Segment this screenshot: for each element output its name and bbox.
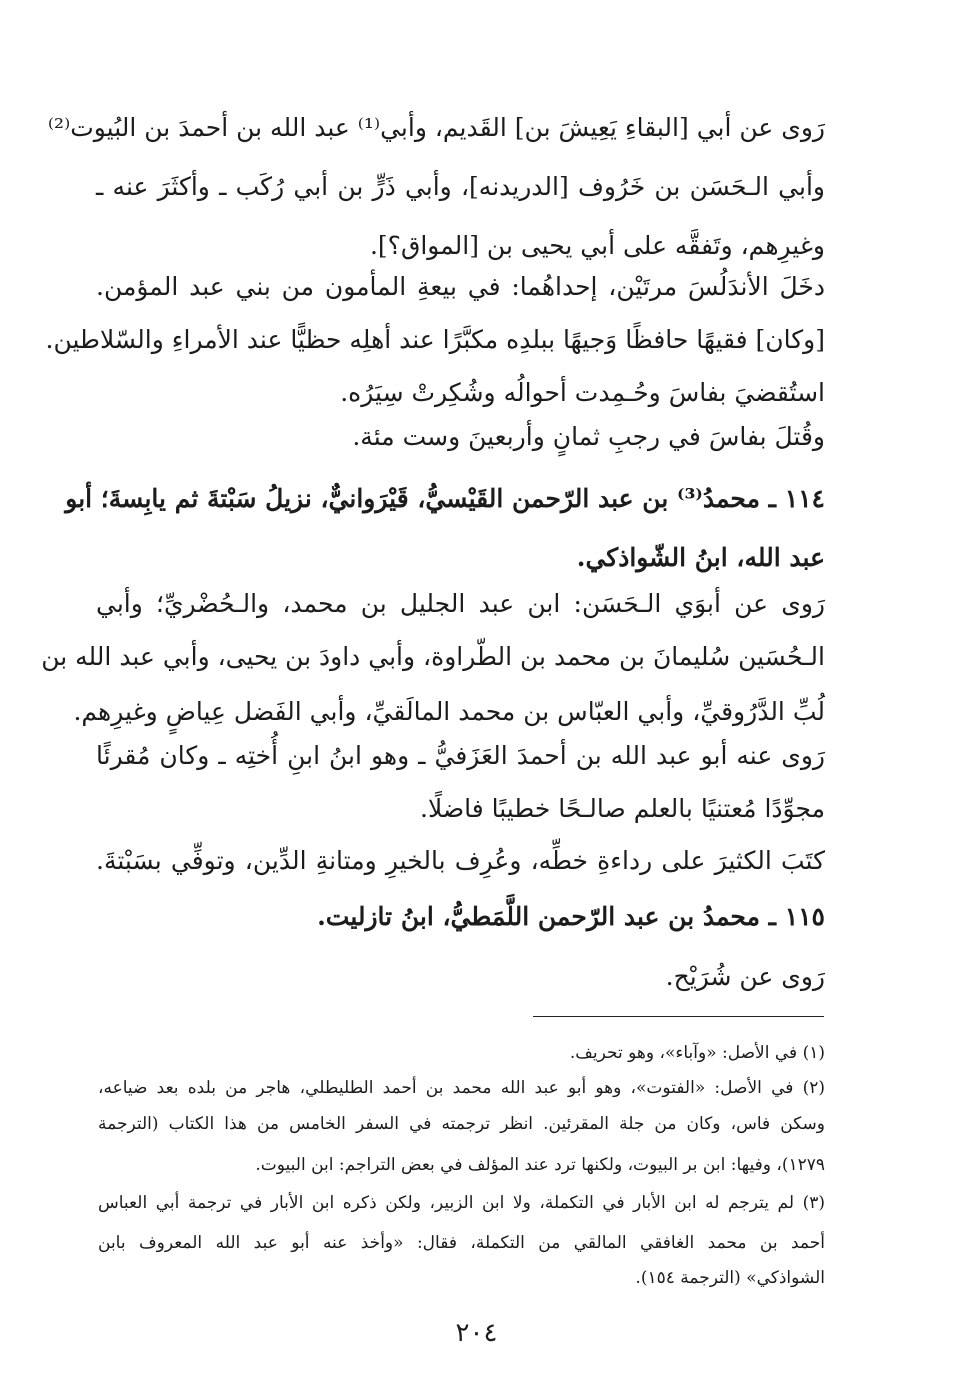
- entry-heading-115: ١١٥ ـ محمدُ بن عبد الرّحمن اللَّمَطيُّ، ابنُ تازليت.: [317, 902, 825, 931]
- footnote-3-cont: الشواذكي» (الترجمة ١٥٤).: [635, 1268, 825, 1288]
- page-number: ٢٠٤: [455, 1318, 498, 1348]
- footnote-2-cont: ١٢٧٩)، وفيها: ابن بر البيوت، ولكنها ترد عند المؤلف في بعض التراجم: ابن البيوت.: [255, 1155, 825, 1175]
- body-line: وغيرِهم، وتَفقَّه على أبي يحيى بن [المواق؟].: [369, 231, 825, 260]
- footnote-3: (٣) لم يترجم له ابن الأبار في التكملة، ولا ابن الزبير، ولكن ذكره ابن الأبار في ترجمة أبي العباس: [98, 1193, 825, 1213]
- footnote-2-cont: وسكن فاس، وكان من جلة المقرئين. انظر ترجمته في السفر الخامس من هذا الكتاب (الترجمة: [98, 1114, 825, 1134]
- footnote-1: (١) في الأصل: «وآباء»، وهو تحريف.: [569, 1043, 825, 1063]
- entry-heading-114-cont: عبد الله، ابنُ الشّواذكي.: [576, 543, 825, 572]
- footnote-2: (٢) في الأصل: «الفتوت»، وهو أبو عبد الله محمد بن أحمد الطليطلي، هاجر من بلده بعد ضياعه،: [98, 1078, 825, 1098]
- body-line: الـحُسَين سُليمانَ بن محمد بن الطّراوة، وأبي داودَ بن يحيى، وأبي عبد الله بن: [41, 642, 825, 671]
- body-line: رَوى عن شُرَيْح.: [665, 962, 825, 991]
- footnote-3-cont: أحمد بن محمد الغافقي المالقي من التكملة، فقال: «وأخذ عنه أبو عبد الله المعروف بابن: [98, 1233, 825, 1253]
- body-line: دخَلَ الأندَلُسَ مرتَيْن، إحداهُما: في بيعةِ المأمون من بني عبد المؤمن.: [96, 272, 825, 301]
- body-line: رَوى عن أبي [البقاءِ يَعِيشَ بن] القَديم، وأبي⁽¹⁾ عبد الله بن أحمدَ بن البُيوت⁽²⁾: [47, 113, 825, 142]
- body-line: استُقضيَ بفاسَ وحُـمِدت أحوالُه وشُكِرتْ سِيَرُه.: [340, 378, 825, 407]
- body-line: كتَبَ الكثيرَ على رداءةِ خطِّه، وعُرِف بالخيرِ ومتانةِ الدِّين، وتوفِّي بسَبْتةَ.: [96, 846, 825, 875]
- body-line: رَوى عنه أبو عبد الله بن أحمدَ العَزَفيُّ ـ وهو ابنُ ابنِ أُختِه ـ وكان مُقرئًا: [96, 741, 825, 770]
- entry-heading-114: ١١٤ ـ محمدُ⁽³⁾ بن عبد الرّحمن القَيْسيُّ، قَيْرَوانيٌّ، نزيلُ سَبْتةَ ثم يابِسةَ؛ أبو: [65, 484, 825, 513]
- footnote-separator: [533, 1016, 824, 1017]
- body-line: وقُتلَ بفاسَ في رجبِ ثمانٍ وأربعينَ وست مئة.: [352, 422, 825, 451]
- body-line: لُبِّ الدَّرُوقيِّ، وأبي العبّاس بن محمد المالَقيِّ، وأبي الفَضل عِياضٍ وغيرِهم.: [73, 697, 825, 726]
- body-line: مجوِّدًا مُعتنيًا بالعلم صالـحًا خطيبًا فاضلًا.: [420, 794, 825, 823]
- body-line: وأبي الـحَسَن بن خَرُوف [الدريدنه]، وأبي ذَرٍّ بن أبي رُكَب ـ وأكثَرَ عنه ـ: [96, 172, 825, 201]
- body-line: رَوى عن أبوَي الـحَسَن: ابن عبد الجليل بن محمد، والـحُضْريِّ؛ وأبي: [96, 589, 825, 618]
- body-line: [وكان] فقيهًا حافظًا وَجيهًا ببلدِه مكبَّرًا عند أهلِه حظيًّا عند الأمراءِ والسّلاطين.: [45, 325, 825, 354]
